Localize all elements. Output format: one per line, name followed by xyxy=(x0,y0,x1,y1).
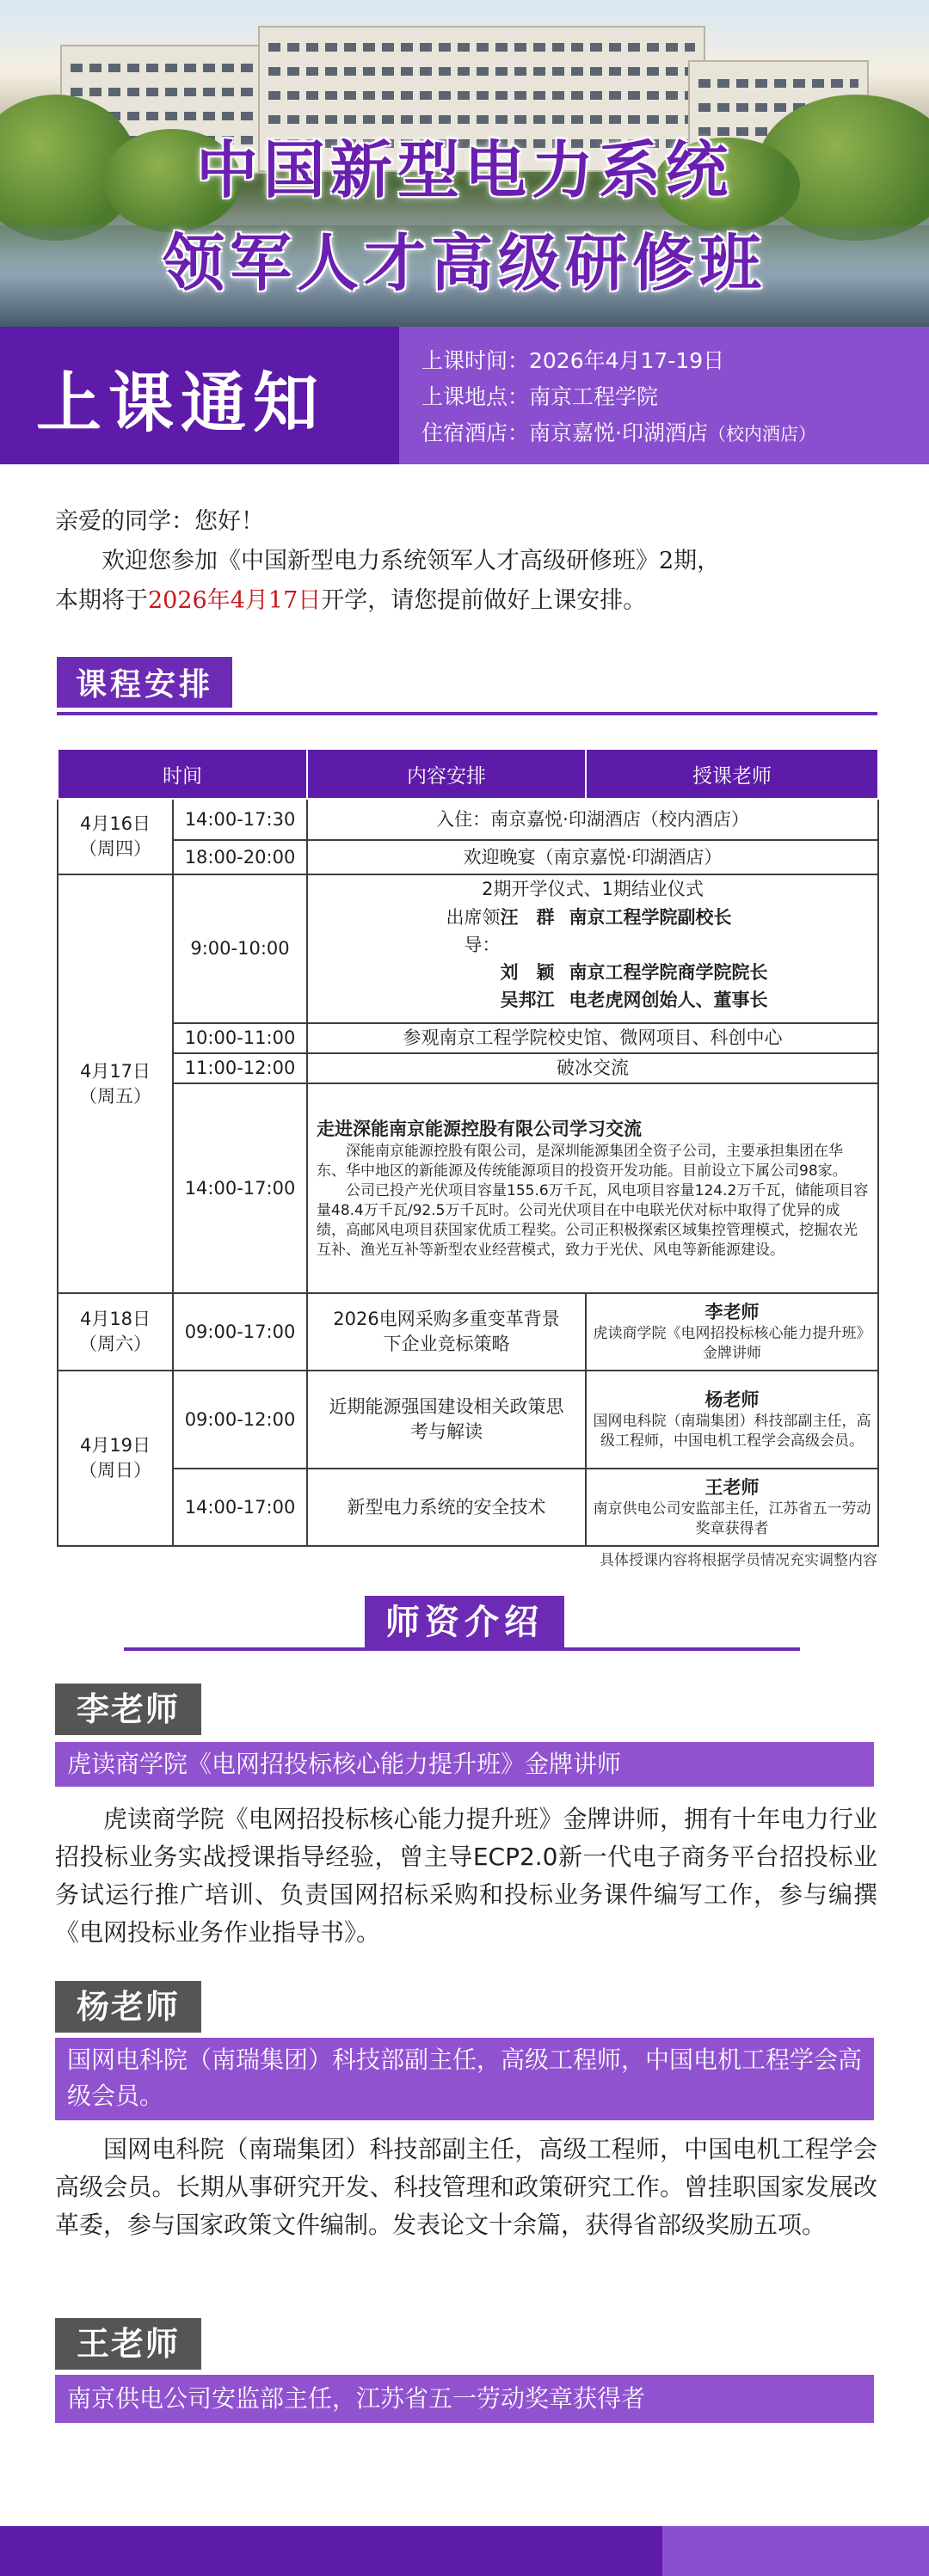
content-cell: 2026电网采购多重变革背景下企业竞标策略 xyxy=(307,1293,586,1371)
date-cell xyxy=(58,1293,173,1371)
faculty-section-title: 师资介绍 xyxy=(365,1596,564,1649)
content-cell: 参观南京工程学院校史馆、微网项目、科创中心 xyxy=(307,1023,878,1053)
opening-title: 2期开学仪式、1期结业仪式 xyxy=(482,879,704,899)
content-cell: 新型电力系统的安全技术 xyxy=(307,1469,586,1546)
visit-paragraph: 深能南京能源控股有限公司，是深圳能源集团全资子公司，主要承担集团在华东、华中地区的新能源及传统能源项目的投资开发功能。目前设立下属公司98家。 xyxy=(317,1142,847,1180)
weekday-label: （周五） xyxy=(79,1085,151,1107)
hero-title-line2: 领军人才高级研修班 xyxy=(162,226,766,299)
teacher-name: 李老师 xyxy=(704,1302,760,1322)
table-row xyxy=(58,1469,878,1546)
date-label: 4月18日 xyxy=(79,1309,151,1329)
intro-line2 xyxy=(55,581,881,621)
schedule-table xyxy=(57,748,879,1547)
intro-letter xyxy=(55,502,881,621)
teacher-name-tag: 杨老师 xyxy=(55,1981,201,2033)
visit-paragraph: 公司已投产光伏项目容量155.6万千瓦，风电项目容量124.2万千瓦，储能项目容量48.4万千瓦/92.5万千瓦时。公司光伏项目在中电联光伏对标中取得了优异的成绩，高邮风电项目获国家优质工程奖。公司正积极探索区域集控管理模式，挖掘农光互补、渔光互补等新型农业经营模式，致力于光伏、风电等新能源建设。 xyxy=(317,1181,869,1259)
footer-bar-right xyxy=(662,2526,929,2576)
teacher-title-bar: 虎读商学院《电网招投标核心能力提升班》金牌讲师 xyxy=(55,1742,874,1787)
col-header-teacher: 授课老师 xyxy=(586,749,878,799)
content-cell: 欢迎晚宴（南京嘉悦·印湖酒店） xyxy=(307,840,878,874)
intro-line2-prefix: 本期将于 xyxy=(55,587,148,614)
teacher-name: 杨老师 xyxy=(704,1389,760,1410)
teacher-name-tag: 李老师 xyxy=(55,1684,201,1735)
schedule-header xyxy=(57,657,232,708)
greeting: 亲爱的同学：您好！ xyxy=(55,508,264,535)
leaders-list xyxy=(418,904,768,1014)
schedule-note: 具体授课内容将根据学员情况充实调整内容 xyxy=(600,1552,877,1569)
faculty-header xyxy=(0,1596,929,1647)
time-cell: 09:00-12:00 xyxy=(173,1371,307,1469)
date-cell xyxy=(58,1371,173,1546)
date-label: 4月19日 xyxy=(79,1435,151,1456)
hero-title-line1: 中国新型电力系统 xyxy=(195,133,733,206)
weekday-label: （周日） xyxy=(79,1460,151,1481)
table-row xyxy=(58,1083,878,1293)
teacher-name: 王老师 xyxy=(704,1477,760,1498)
table-row xyxy=(58,874,878,1023)
footer-bar-left xyxy=(0,2526,662,2576)
col-header-content: 内容安排 xyxy=(307,749,586,799)
teacher-cell xyxy=(586,1293,878,1371)
leaders-label: 出席领导： xyxy=(446,907,501,955)
date-cell xyxy=(58,799,173,874)
content-cell: 破冰交流 xyxy=(307,1053,878,1083)
leader-name: 汪 群 xyxy=(500,907,555,928)
content-cell: 入住：南京嘉悦·印湖酒店（校内酒店） xyxy=(307,799,878,840)
weekday-label: （周四） xyxy=(79,838,151,859)
intro-line1-text: 欢迎您参加《中国新型电力系统领军人才高级研修班》2期， xyxy=(102,548,721,574)
table-row xyxy=(58,1053,878,1083)
notice-info-panel xyxy=(399,327,929,464)
leader-row xyxy=(418,959,768,986)
opening-ceremony-cell xyxy=(307,874,878,1023)
table-row xyxy=(58,799,878,840)
time-cell: 18:00-20:00 xyxy=(173,840,307,874)
class-place: 上课地点：南京工程学院 xyxy=(421,384,659,409)
teacher-info: 国网电科院（南瑞集团）科技部副主任，高级工程师，中国电机工程学会高级会员。 xyxy=(593,1413,871,1450)
intro-line1 xyxy=(55,542,881,581)
table-row xyxy=(58,1023,878,1053)
hero-banner xyxy=(0,0,929,327)
time-cell: 11:00-12:00 xyxy=(173,1053,307,1083)
col-header-time: 时间 xyxy=(58,749,307,799)
table-row xyxy=(58,1371,878,1469)
teacher-name-tag: 王老师 xyxy=(55,2318,201,2370)
teacher-info: 虎读商学院《电网招投标核心能力提升班》金牌讲师 xyxy=(593,1325,871,1362)
company-visit-cell xyxy=(307,1083,878,1293)
leader-role: 电老虎网创始人、董事长 xyxy=(569,990,768,1010)
weekday-label: （周六） xyxy=(79,1334,151,1354)
hotel-name: 住宿酒店：南京嘉悦·印湖酒店 xyxy=(421,420,708,445)
table-header-row xyxy=(58,749,878,799)
leader-row xyxy=(418,904,768,959)
table-row xyxy=(58,840,878,874)
notice-title-panel xyxy=(0,327,399,464)
class-time: 上课时间：2026年4月17-19日 xyxy=(421,348,725,373)
date-cell xyxy=(58,874,173,1293)
leader-role: 南京工程学院商学院院长 xyxy=(569,962,768,983)
teacher-title-bar: 南京供电公司安监部主任，江苏省五一劳动奖章获得者 xyxy=(55,2375,874,2423)
teacher-title-bar: 国网电科院（南瑞集团）科技部副主任，高级工程师，中国电机工程学会高级会员。 xyxy=(55,2038,874,2120)
date-label: 4月17日 xyxy=(79,1060,151,1082)
time-cell: 10:00-11:00 xyxy=(173,1023,307,1053)
content-cell: 近期能源强国建设相关政策思考与解读 xyxy=(307,1371,586,1469)
schedule-header-rule xyxy=(57,712,877,715)
date-label: 4月16日 xyxy=(79,813,151,834)
notice-title: 上课通知 xyxy=(36,365,325,441)
time-cell: 9:00-10:00 xyxy=(173,874,307,1023)
notice-band xyxy=(0,327,929,464)
leader-name: 吴邦江 xyxy=(500,990,555,1010)
teacher-cell xyxy=(586,1371,878,1469)
hotel-line xyxy=(421,416,816,447)
schedule-section-title: 课程安排 xyxy=(57,657,232,708)
leader-row xyxy=(418,986,768,1014)
teacher-bio: 国网电科院（南瑞集团）科技部副主任，高级工程师，中国电机工程学会高级会员。长期从事研究开发、科技管理和政策研究工作。曾挂职国家发展改革委，参与国家政策文件编制。发表论文十余篇，获得省部级奖励五项。 xyxy=(55,2135,877,2239)
intro-line2-suffix: 开学，请您提前做好上课安排。 xyxy=(321,587,647,614)
visit-title: 走进深能南京能源控股有限公司学习交流 xyxy=(317,1118,642,1139)
teacher-cell xyxy=(586,1469,878,1546)
table-row xyxy=(58,1293,878,1371)
teacher-bio: 虎读商学院《电网招投标核心能力提升班》金牌讲师，拥有十年电力行业招投标业务实战授课指导经验，曾主导ECP2.0新一代电子商务平台招投标业务试运行推广培训、负责国网招标采购和投标业务课件编写工作，参与编撰《电网投标业务作业指导书》。 xyxy=(55,1805,877,1947)
teacher-info: 南京供电公司安监部主任，江苏省五一劳动奖章获得者 xyxy=(593,1500,871,1537)
leader-role: 南京工程学院副校长 xyxy=(569,907,732,928)
time-cell: 14:00-17:00 xyxy=(173,1469,307,1546)
leader-name: 刘 颖 xyxy=(500,962,555,983)
hotel-note: （校内酒店） xyxy=(707,424,816,445)
start-date: 2026年4月17日 xyxy=(148,587,322,614)
time-cell: 14:00-17:30 xyxy=(173,799,307,840)
time-cell: 14:00-17:00 xyxy=(173,1083,307,1293)
time-cell: 09:00-17:00 xyxy=(173,1293,307,1371)
